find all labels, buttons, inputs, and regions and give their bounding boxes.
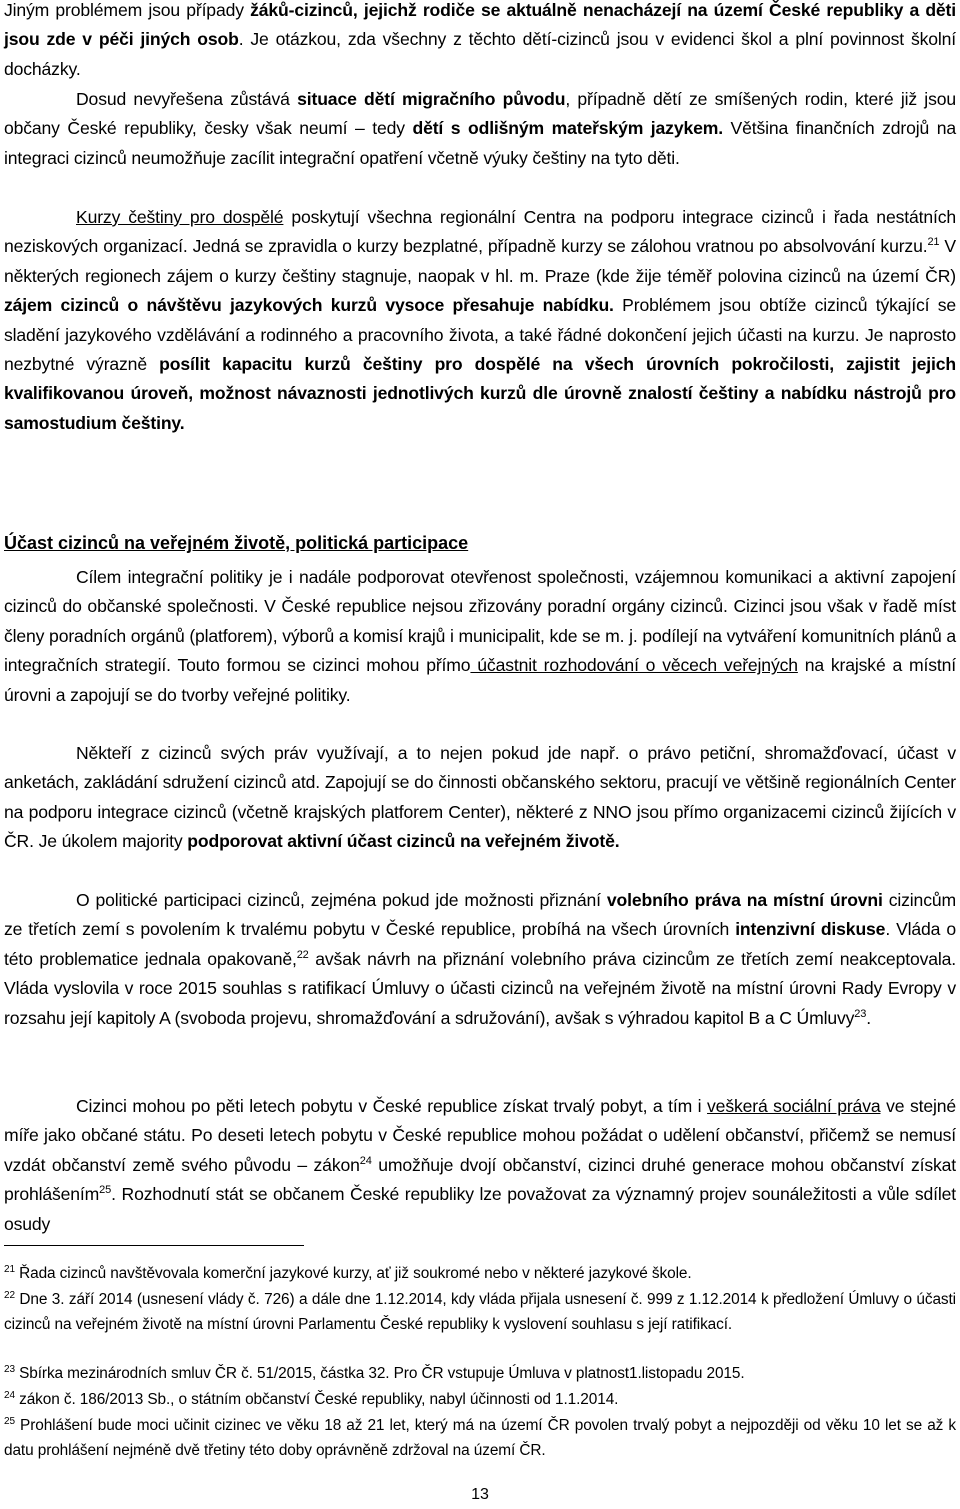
paragraph-czech-courses: Kurzy češtiny pro dospělé poskytují všechna regionální Centra na podporu integrace cizinců i řada nestátních neziskových organizací. Jedná se zpravidla o kurzy bezplatné, případně kurzy se zálohou vratnou po absolvování kurzu.$^{21}$ V některých regionech zájem o kurzy češtiny stagnuje, naopak v hl. m. Praze (kde žije téměř polovina cizinců na území ČR) zájem cizinců o návštěvu jazykových kurzů vysoce přesahuje nabídku. Problémem jsou obtíže cizinců týkající se sladění jazykového vzdělávání a rodinného a pracovního života, a také řádné dokončení jejich účasti na kurzu. Je naprosto nezbytné výrazně posílit kapacitu kurzů češtiny pro dospělé na všech úrovních pokročilosti, zajistit jejich kvalifikovanou úroveň, možnost návaznosti jednotlivých kurzů dle úrovně znalostí češtiny a nabídku nástrojů pro samostudium češtiny. [4,207,956,433]
paragraph-foreign-pupils: Jiným problémem jsou případy žáků-cizinců, jejichž rodiče se aktuálně nenacházejí na území České republiky a děti jsou zde v péči jiných osob. Je otázkou, zda všechny z těchto dětí-cizinců jsou v evidenci škol a plní povinnost školní docházky. [4,0,957,79]
paragraph-foreigners-rights: Někteří z cizinců svých práv využívají, a to nejen pokud jde např. o právo petiční, shromažďovací, účast v anketách, zakládání sdružení cizinců atd. Zapojují se do činnosti občanského sektoru, pracují ve většině regionálních Center na podporu integrace cizinců (včetně krajských platforem Center), některé z NNO jsou přímo organizacemi cizinců žijících v ČR. Je úkolem majority podporovat aktivní účast cizinců na veřejném životě. [4,743,956,852]
footnote-22: $^{22}$ Dne 3. září 2014 (usnesení vlády č. 726) a dále dne 1.12.2014, kdy vláda přijala usnesení č. 999 z 1.12.2014 k předložení Úmluvy o účasti cizinců na veřejném životě na místní úrovni Parlamentu České republiky k vyslovení souhlasu s její ratifikací. [4,1289,956,1333]
footnote-ref-22: 22 [296,948,309,961]
section-heading: Účast cizinců na veřejném životě, politická participace [4,533,469,553]
footnote-ref-23: 23 [854,1007,867,1020]
footnote-ref-21: 21 [927,236,940,249]
footnote-ref-24: 24 [359,1154,372,1167]
page-number: 13 [471,1486,489,1503]
footnote-ref-25: 25 [99,1184,112,1197]
footnote-23: $^{23}$ Sbírka mezinárodních smluv ČR č. 51/2015, částka 32. Pro ČR vstupuje Úmluva v platnost1.listopadu 2015. [4,1363,745,1382]
paragraph-migrant-children: Dosud nevyřešena zůstává situace dětí migračního původu, případně dětí ze smíšených rodin, které již jsou občany České republiky, česky však neumí – tedy dětí s odlišným mateřským jazykem. Většina finančních zdrojů na integraci cizinců neumožňuje zacílit integrační opatření včetně výuky češtiny na tyto děti. [4,89,956,168]
footnote-separator [4,1245,304,1246]
footnote-25: $^{25}$ Prohlášení bude moci učinit cizinec ve věku 18 až 21 let, který má na území ČR povolen trvalý pobyt a nejpozději od věku 10 let se až k datu prohlášení nejméně dvě třetiny této doby oprávněně zdržoval na území ČR. [4,1415,956,1459]
footnote-24: $^{24}$ zákon č. 186/2013 Sb., o státním občanství České republiky, nabyl účinnosti od 1.1.2014. [4,1389,619,1408]
paragraph-integration-policy: Cílem integrační politiky je i nadále podporovat otevřenost společnosti, vzájemnou komunikaci a aktivní zapojení cizinců do občanské společnosti. V České republice nejsou zřizovány poradní orgány cizinců. Cizinci jsou však v řadě míst členy poradních orgánů (platforem), výborů a komisí krajů i municipalit, kde se m. j. podílejí na vytváření komunitních plánů a integračních strategií. Touto formou se cizinci mohou přímo účastnit rozhodování o věcech veřejných na krajské a místní úrovni a zapojují se do tvorby veřejné politiky. [4,567,957,705]
paragraph-political-participation: O politické participaci cizinců, zejména pokud jde možnosti přiznání volebního práva na místní úrovni cizincům ze třetích zemí s povolením k trvalému pobytu v České republice, probíhá na všech úrovních intenzivní diskuse. Vláda o této problematice jednala opakovaně,$^{22}$ avšak návrh na přiznání volebního práva cizincům ze třetích zemí neakceptovala. Vláda vyslovila v roce 2015 souhlas s ratifikací Úmluvy o účasti cizinců na veřejném životě na místní úrovni Rady Evropy v rozsahu její kapitoly A (svoboda projevu, shromažďování a sdružování), avšak s výhradou kapitol B a C Úmluvy$^{23}$. [4,890,956,1028]
paragraph-permanent-residence: Cizinci mohou po pěti letech pobytu v České republice získat trvalý pobyt, a tím i veškerá sociální práva ve stejné míře jako občané státu. Po deseti letech pobytu v České republice mohou požádat o udělení občanství, přičemž se nemusí vzdát občanství země svého původu – zákon$^{24}$ umožňuje dvojí občanství, cizinci druhé generace mohou občanství získat prohlášením$^{25}$. Rozhodnutí stát se občanem České republiky lze považovat za významný projev sounáležitosti a vůle sdílet osudy [4,1096,957,1234]
footnote-21: $^{21}$ Řada cizinců navštěvovala komerční jazykové kurzy, ať již soukromé nebo v některé jazykové škole. [4,1263,692,1282]
